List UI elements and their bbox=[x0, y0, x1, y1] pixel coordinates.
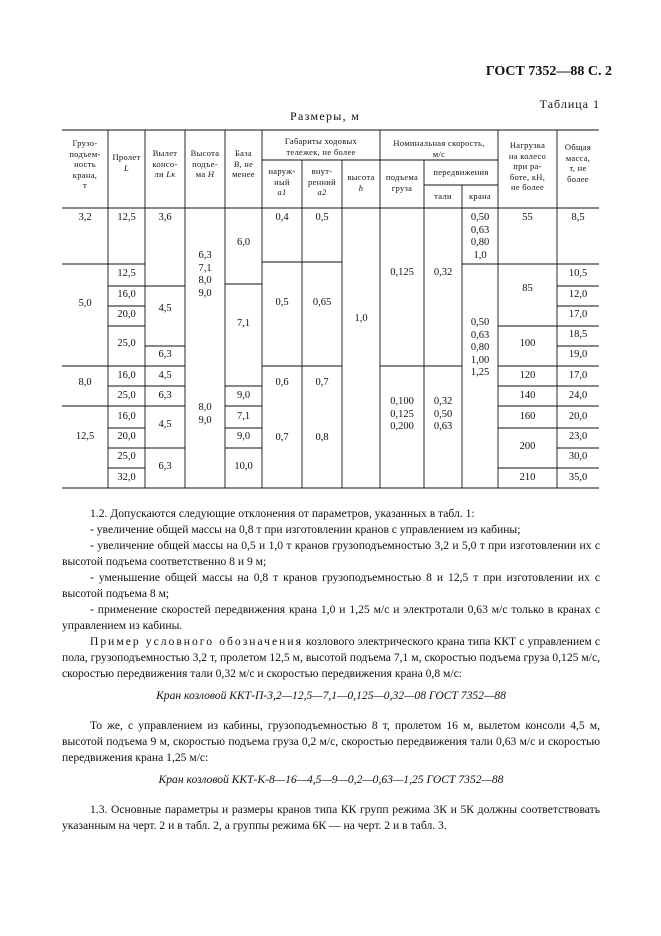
col-head-height-line: Высота bbox=[190, 148, 220, 158]
page-header: ГОСТ 7352—88 С. 2 bbox=[485, 64, 612, 79]
cell-crane: 0,63 bbox=[470, 224, 490, 236]
cell-load: 85 bbox=[522, 283, 533, 294]
cell-span: 20,0 bbox=[117, 431, 136, 442]
cell-load: 210 bbox=[519, 472, 536, 483]
paragraph-item: - увеличение общей массы на 0,5 и 1,0 т кранов грузоподъемностью 3,2 и 5,0 т при изготовлении их с высотой подъема соответственно 8 и 9 м; bbox=[62, 539, 600, 568]
cell-mass: 18,5 bbox=[568, 329, 588, 340]
col-head-dims-line: тележек, не более bbox=[286, 146, 356, 157]
col-head-hoist: тали bbox=[434, 191, 452, 201]
col-head-speed-line: Номинальная скорость, bbox=[393, 138, 485, 148]
cell-height: 9,0 bbox=[198, 414, 212, 426]
col-head-hgt-line: высота bbox=[347, 172, 375, 182]
col-head-load-line: на колесо bbox=[508, 150, 547, 161]
cell-span: 25,0 bbox=[117, 338, 136, 349]
col-head-load-line: не более bbox=[510, 182, 545, 192]
paragraph-example-2: То же, с управлением из кабины, грузоподъемностью 8 т, пролетом 16 м, вылетом консоли 4,5 м, высотой подъема 9 м, скоростью подъема груза 0,2 м/с, скоростью передвижения тали 0,63 м/с и скоростью передвижения крана 1,25 м/с: bbox=[62, 719, 600, 764]
cell-span: 16,0 bbox=[117, 411, 136, 422]
col-head-span-line: Пролет bbox=[112, 152, 141, 162]
cell-span: 12,5 bbox=[117, 212, 136, 223]
cell-crane: 0,50 bbox=[470, 317, 490, 328]
cell-reach: 4,5 bbox=[158, 370, 172, 381]
cell-reach: 6,3 bbox=[158, 390, 172, 401]
designation-example-2: Кран козловой ККТ-К-8—16—4,5—9—0,2—0,63—1,25 ГОСТ 7352—88 bbox=[158, 773, 504, 786]
cell-capacity: 8,0 bbox=[78, 377, 92, 388]
cell-height: 6,3 bbox=[198, 250, 212, 261]
cell-hoist-group bbox=[424, 396, 462, 434]
cell-inner: 0,5 bbox=[315, 212, 329, 223]
col-head-base-symbol: B, bbox=[233, 158, 242, 169]
cell-capacity: 12,5 bbox=[75, 431, 95, 442]
cell-hoist: 0,63 bbox=[433, 421, 453, 432]
cell-load: 140 bbox=[519, 390, 536, 401]
cell-capacity: 3,2 bbox=[78, 212, 92, 223]
col-head-height-line bbox=[185, 169, 225, 180]
cell-height: 8,0 bbox=[198, 402, 212, 413]
col-head-mass-line: Общая bbox=[564, 142, 592, 152]
col-head-capacity-line: ность bbox=[74, 159, 96, 169]
col-head-reach-line: консо- bbox=[152, 158, 178, 169]
col-head-capacity-line: т bbox=[82, 180, 87, 190]
cell-span: 16,0 bbox=[117, 370, 136, 381]
col-head-load-line: Нагрузка bbox=[509, 140, 546, 150]
cell-outer: 0,6 bbox=[275, 377, 289, 388]
col-head-inner bbox=[302, 166, 342, 198]
cell-load: 200 bbox=[519, 441, 536, 452]
cell-crane: 1,00 bbox=[470, 354, 490, 366]
cell-lift: 0,200 bbox=[390, 421, 414, 432]
paragraph-item: - увеличение общей массы на 0,8 т при изготовлении кранов с управлением из кабины; bbox=[90, 523, 521, 536]
col-head-span bbox=[108, 152, 145, 173]
col-head-speed-group bbox=[380, 138, 498, 159]
cell-reach: 4,5 bbox=[158, 419, 172, 430]
col-head-hgt bbox=[342, 172, 380, 193]
col-head-load bbox=[498, 140, 557, 193]
col-head-mass-line: т, не bbox=[569, 163, 587, 173]
paragraph-example bbox=[62, 634, 600, 682]
cell-crane: 0,63 bbox=[470, 329, 490, 341]
cell-base: 10,0 bbox=[234, 461, 253, 472]
cell-crane: 0,80 bbox=[470, 342, 490, 353]
example-text: козлового электрического крана типа ККТ с управлением с пола, грузоподъемностью 3,2 т, пролетом 12,5 м, высотой подъема 7,1 м, скоростью подъема груза 0,125 м/с, скоростью передвижения тали 0,32 м/с и скоростью передвижения крана 0,8 м/с: bbox=[62, 635, 600, 680]
col-head-base-word: не bbox=[244, 158, 254, 169]
cell-crane: 0,80 bbox=[470, 237, 490, 248]
cell-span: 32,0 bbox=[117, 472, 136, 483]
cell-height-group bbox=[185, 250, 225, 300]
cell-outer: 0,4 bbox=[275, 212, 289, 223]
cell-crane-group bbox=[462, 317, 498, 380]
cell-mass: 30,0 bbox=[568, 451, 588, 462]
cell-base: 7,1 bbox=[236, 318, 251, 329]
cell-reach: 6,3 bbox=[158, 461, 172, 472]
cell-mass: 17,0 bbox=[568, 370, 588, 381]
col-head-inner-line: внут- bbox=[311, 166, 333, 176]
col-head-height-symbol: H bbox=[207, 169, 215, 179]
col-head-reach bbox=[145, 148, 185, 180]
col-head-base-line bbox=[225, 159, 262, 170]
col-head-outer-line: ный bbox=[274, 176, 290, 187]
cell-span: 25,0 bbox=[117, 451, 136, 462]
cell-mass: 23,0 bbox=[568, 431, 588, 442]
cell-mass: 8,5 bbox=[571, 212, 585, 223]
cell-height: 8,0 bbox=[198, 275, 212, 286]
col-head-height-line: подъе- bbox=[192, 158, 218, 169]
col-head-mass bbox=[557, 142, 599, 184]
cell-hoist: 0,32 bbox=[433, 267, 453, 278]
cell-span: 25,0 bbox=[117, 390, 136, 401]
cell-lift: 0,100 bbox=[390, 396, 414, 407]
col-head-base-line: База bbox=[235, 148, 252, 158]
col-head-load-line: боте, кН, bbox=[509, 171, 546, 182]
col-head-dims-line: Габариты ходовых bbox=[284, 136, 358, 146]
col-head-mass-line: более bbox=[567, 173, 589, 184]
cell-lift-group bbox=[380, 396, 424, 434]
cell-load: 160 bbox=[519, 411, 536, 422]
col-head-capacity-line: подъем- bbox=[69, 148, 101, 159]
paragraph-item: - применение скоростей передвижения крана 1,0 и 1,25 м/с и электротали 0,63 м/с только в кранах с управлением из кабины. bbox=[62, 603, 600, 632]
cell-outer: 0,7 bbox=[275, 432, 289, 443]
cell-mass: 35,0 bbox=[568, 472, 588, 483]
col-head-capacity-line: Грузо- bbox=[72, 138, 98, 148]
col-head-reach-line: Вылет bbox=[152, 148, 178, 158]
col-head-lift bbox=[380, 172, 424, 193]
cell-crane-group bbox=[462, 212, 498, 262]
col-head-dims-group bbox=[262, 136, 380, 157]
cell-lift: 0,125 bbox=[390, 408, 414, 420]
cell-mass: 24,0 bbox=[568, 390, 588, 401]
cell-mass: 12,0 bbox=[568, 289, 588, 300]
paragraph-item: - уменьшение общей массы на 0,8 т кранов грузоподъемностью 8 и 12,5 т при изготовлении их с высотой подъема 8 м; bbox=[62, 571, 600, 600]
paragraph-1-2: 1.2. Допускаются следующие отклонения от параметров, указанных в табл. 1: bbox=[90, 507, 475, 520]
col-head-crane: крана bbox=[469, 191, 491, 201]
col-head-height bbox=[185, 148, 225, 180]
cell-mass: 17,0 bbox=[568, 309, 588, 320]
cell-lift: 0,125 bbox=[390, 267, 414, 278]
cell-inner: 0,8 bbox=[315, 432, 329, 443]
col-head-load-line: при ра- bbox=[513, 161, 542, 171]
designation-example-1: Кран козловой ККТ-П-3,2—12,5—7,1—0,125—0,32—08 ГОСТ 7352—88 bbox=[156, 689, 506, 702]
col-head-reach-symbol: Lк bbox=[166, 169, 176, 179]
col-head-height-word: ма bbox=[195, 169, 206, 179]
cell-base: 9,0 bbox=[236, 390, 251, 401]
cell-height: 9,0 bbox=[198, 287, 212, 299]
col-head-reach-word: ли bbox=[154, 169, 164, 179]
cell-height: 7,1 bbox=[198, 262, 212, 274]
col-head-base-line: менее bbox=[232, 169, 255, 179]
cell-mass: 19,0 bbox=[568, 349, 588, 360]
cell-crane: 0,50 bbox=[470, 212, 490, 223]
cell-mass: 10,5 bbox=[568, 268, 588, 279]
cell-reach: 6,3 bbox=[158, 349, 172, 360]
table-units: Размеры, м bbox=[290, 109, 361, 123]
cell-hgt: 1,0 bbox=[354, 313, 368, 324]
example-lead: Пример условного обозначения bbox=[90, 635, 303, 648]
cell-outer: 0,5 bbox=[275, 297, 289, 308]
cell-load: 120 bbox=[519, 370, 536, 381]
col-head-inner-line: ренний bbox=[307, 176, 337, 187]
col-head-capacity-line: крана, bbox=[72, 169, 98, 180]
cell-crane: 1,25 bbox=[470, 367, 490, 378]
col-head-outer-line: наруж- bbox=[268, 166, 296, 176]
cell-span: 20,0 bbox=[117, 309, 136, 320]
cell-reach: 3,6 bbox=[158, 212, 172, 223]
cell-base: 6,0 bbox=[236, 237, 251, 248]
cell-mass: 20,0 bbox=[568, 411, 588, 422]
cell-base: 7,1 bbox=[236, 411, 251, 422]
col-head-base bbox=[225, 148, 262, 180]
cell-hoist: 0,32 bbox=[433, 396, 453, 407]
cell-crane: 1,0 bbox=[473, 249, 487, 261]
col-head-travel: передвижения bbox=[433, 167, 489, 177]
cell-hoist: 0,50 bbox=[433, 408, 453, 420]
cell-load: 100 bbox=[519, 338, 536, 349]
cell-capacity: 5,0 bbox=[78, 298, 92, 309]
cell-span: 12,5 bbox=[117, 268, 136, 279]
col-head-mass-line: масса, bbox=[565, 152, 591, 163]
table-number: Таблица 1 bbox=[539, 97, 600, 111]
cell-inner: 0,7 bbox=[315, 377, 329, 388]
col-head-outer-symbol: a1 bbox=[277, 187, 287, 197]
col-head-inner-symbol: a2 bbox=[317, 187, 327, 197]
cell-height-group bbox=[185, 402, 225, 427]
col-head-hgt-symbol: h bbox=[358, 182, 364, 193]
paragraph-1-3: 1.3. Основные параметры и размеры кранов типа КК групп режима 3К и 5К должны соответствовать указанным на черт. 2 и в табл. 2, а группы режима 6К — на черт. 2 и в табл. 3. bbox=[62, 803, 600, 832]
col-head-reach-line bbox=[145, 169, 185, 180]
col-head-lift-line: груза bbox=[391, 182, 413, 193]
cell-base: 9,0 bbox=[236, 431, 251, 442]
col-head-lift-line: подъема bbox=[385, 172, 419, 182]
cell-inner: 0,65 bbox=[312, 297, 332, 308]
col-head-capacity bbox=[62, 138, 108, 191]
cell-reach: 4,5 bbox=[158, 303, 172, 314]
col-head-span-symbol: L bbox=[123, 162, 130, 173]
cell-load: 55 bbox=[522, 212, 533, 223]
col-head-speed-line: м/с bbox=[432, 148, 446, 159]
cell-span: 16,0 bbox=[117, 289, 136, 300]
col-head-outer bbox=[262, 166, 302, 198]
